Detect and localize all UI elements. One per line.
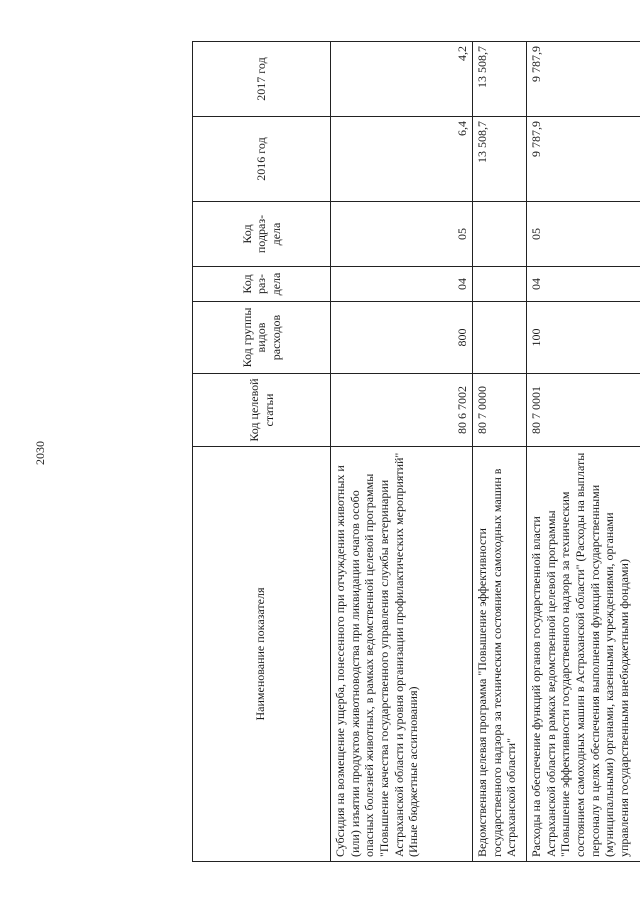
row-value-2016: 13 508,7 (473, 117, 527, 202)
header-target-code: Код целевой статьи (193, 374, 331, 447)
budget-table-rotated (192, 42, 631, 862)
header-section-code: Код раз-дела (193, 267, 331, 302)
row-section-code: 04 (331, 267, 473, 302)
header-name: Наименование показателя (193, 447, 331, 862)
header-year-2016: 2016 год (193, 117, 331, 202)
page-number: 2030 (33, 441, 47, 465)
row-subsection-code (473, 202, 527, 267)
row-group-code: 100 (527, 302, 640, 374)
row-name: Расходы на обеспечение функций органов государственной власти Астраханской области в рамках ведомственной целевой программы "Повышение эффективности государственного надзора за техническим состоянием самоходных машин в Астраханской области" (Расходы на выплаты персоналу в целях обеспечения выполнения функций государственными (муниципальными) органами, казенными учреждениями, органами управления государственными внебюджетными фондами) (527, 447, 640, 862)
row-section-code: 04 (527, 267, 640, 302)
row-name: Ведомственная целевая программа "Повышение эффективности государственного надзора за техническим состоянием самоходных машин в Астраханской области" (473, 447, 527, 862)
header-subsection-code: Код подраз-дела (193, 202, 331, 267)
row-target-code: 80 7 0000 (473, 374, 527, 447)
row-value-2017: 13 508,7 (473, 42, 527, 117)
row-name: Субсидия на возмещение ущерба, понесенного при отчуждении животных и (или) изъятии продуктов животноводства при ликвидации очагов особо опасных болезней животных, в рамках ведомственной целевой программы "Повышение качества государственного управления службы ветеринарии Астраханской области и уровня организации профилактических мероприятий" (Иные бюджетные ассигнования) (331, 447, 473, 862)
table-row (331, 42, 473, 862)
row-subsection-code: 05 (527, 202, 640, 267)
row-value-2017: 9 787,9 (527, 42, 640, 117)
row-value-2017: 4,2 (331, 42, 473, 117)
header-group-code: Код группы видов расходов (193, 302, 331, 374)
budget-table (192, 41, 640, 862)
row-group-code (473, 302, 527, 374)
table-row (527, 42, 640, 862)
header-row (193, 42, 331, 862)
row-value-2016: 9 787,9 (527, 117, 640, 202)
row-section-code (473, 267, 527, 302)
table-row (473, 42, 527, 862)
row-group-code: 800 (331, 302, 473, 374)
row-target-code: 80 6 7002 (331, 374, 473, 447)
row-value-2016: 6,4 (331, 117, 473, 202)
row-subsection-code: 05 (331, 202, 473, 267)
row-target-code: 80 7 0001 (527, 374, 640, 447)
header-year-2017: 2017 год (193, 42, 331, 117)
